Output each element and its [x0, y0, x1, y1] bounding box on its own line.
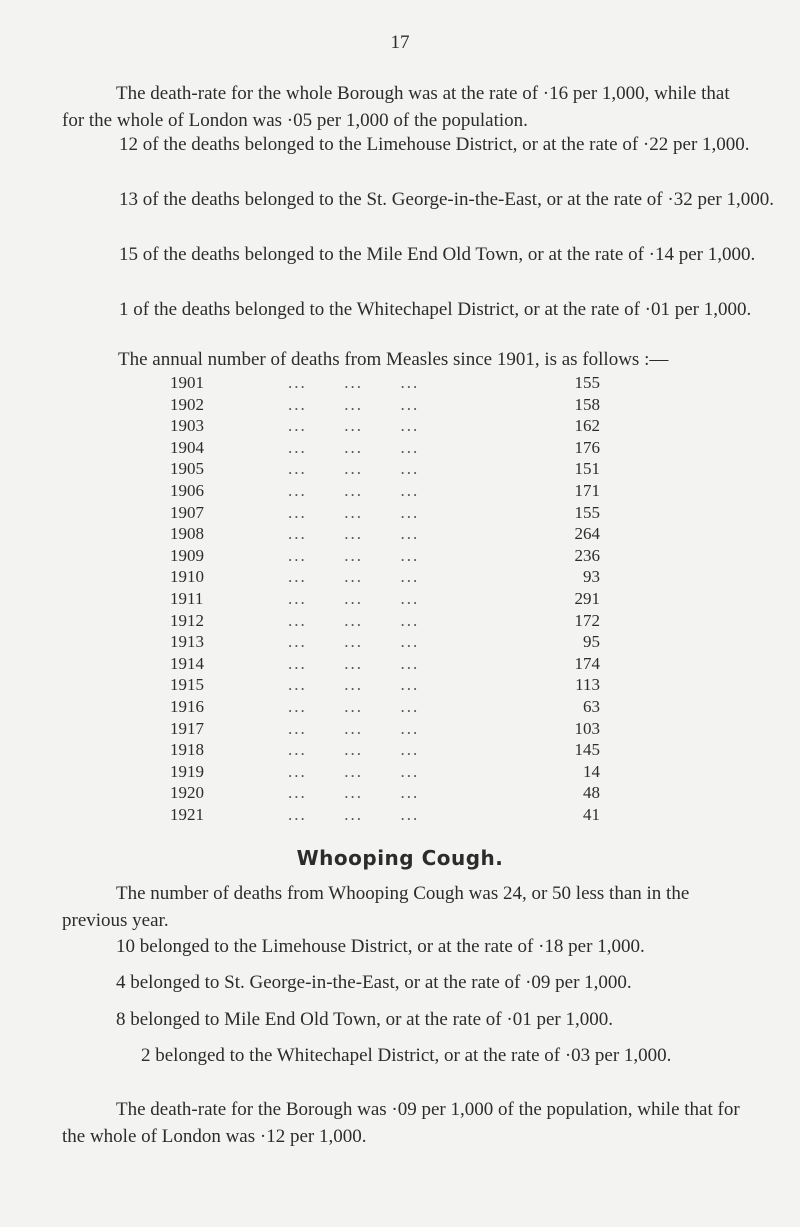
year-cell: 1921 [170, 804, 204, 824]
district-item-whitechapel: 1 of the deaths belonged to the Whitechapel District, or at the rate of ·01 per 1,000. [119, 299, 752, 320]
leader-dots: ... ... ... [288, 394, 420, 414]
deaths-cell: 103 [574, 718, 600, 738]
deaths-cell: 171 [574, 480, 600, 500]
year-cell: 1919 [170, 761, 204, 781]
table-row [170, 674, 600, 696]
year-cell: 1913 [170, 632, 204, 652]
table-row [170, 372, 600, 394]
whooping-item-st-george: 4 belonged to St. George-in-the-East, or at the rate of ·09 per 1,000. [116, 972, 632, 993]
year-cell: 1907 [170, 502, 204, 522]
year-cell: 1916 [170, 696, 204, 716]
deaths-cell: 264 [574, 524, 600, 544]
leader-dots: ... ... ... [288, 804, 420, 824]
year-cell: 1912 [170, 610, 204, 630]
deaths-cell: 176 [574, 437, 600, 457]
whooping-item-limehouse: 10 belonged to the Limehouse District, or at the rate of ·18 per 1,000. [116, 936, 645, 957]
leader-dots: ... ... ... [288, 675, 420, 695]
deaths-cell: 14 [583, 761, 600, 781]
year-cell: 1906 [170, 480, 204, 500]
year-cell: 1908 [170, 524, 204, 544]
table-row [170, 415, 600, 437]
year-cell: 1909 [170, 545, 204, 565]
leader-dots: ... ... ... [288, 761, 420, 781]
district-item-mile-end: 15 of the deaths belonged to the Mile End Old Town, or at the rate of ·14 per 1,000. [119, 244, 756, 265]
deaths-cell: 63 [583, 696, 600, 716]
deaths-cell: 155 [574, 373, 600, 392]
whooping-item-mile-end: 8 belonged to Mile End Old Town, or at the rate of ·01 per 1,000. [116, 1009, 613, 1030]
leader-dots: ... ... ... [288, 718, 420, 738]
leader-dots: ... ... ... [288, 588, 420, 608]
table-row [170, 718, 600, 740]
leader-dots: ... ... ... [288, 632, 420, 652]
table-row [170, 545, 600, 567]
table-row [170, 739, 600, 761]
leader-dots: ... ... ... [288, 373, 420, 392]
deaths-cell: 174 [574, 653, 600, 673]
table-row [170, 588, 600, 610]
year-cell: 1901 [170, 373, 204, 392]
year-cell: 1914 [170, 653, 204, 673]
year-cell: 1915 [170, 675, 204, 695]
table-row [170, 804, 600, 826]
deaths-cell: 95 [583, 632, 600, 652]
table-row [170, 502, 600, 524]
leader-dots: ... ... ... [288, 416, 420, 436]
table-row [170, 782, 600, 804]
table-row [170, 523, 600, 545]
table-row [170, 458, 600, 480]
deaths-cell: 113 [575, 675, 600, 695]
table-row [170, 437, 600, 459]
measles-intro: The annual number of deaths from Measles since 1901, is as follows :— [118, 349, 669, 370]
year-cell: 1903 [170, 416, 204, 436]
leader-dots: ... ... ... [288, 610, 420, 630]
table-row [170, 653, 600, 675]
year-cell: 1902 [170, 394, 204, 414]
district-item-limehouse: 12 of the deaths belonged to the Limehouse District, or at the rate of ·22 per 1,000. [119, 134, 750, 155]
leader-dots: ... ... ... [288, 567, 420, 587]
table-row [170, 631, 600, 653]
leader-dots: ... ... ... [288, 545, 420, 565]
deaths-cell: 48 [583, 783, 600, 803]
leader-dots: ... ... ... [288, 696, 420, 716]
whooping-cough-heading: Whooping Cough. [296, 846, 504, 870]
page-number: 17 [390, 32, 410, 53]
deaths-cell: 158 [574, 394, 600, 414]
table-row [170, 394, 600, 416]
table-row [170, 610, 600, 632]
district-item-st-george: 13 of the deaths belonged to the St. George-in-the-East, or at the rate of ·32 per 1,000. [119, 189, 774, 210]
whooping-item-whitechapel: 2 belonged to the Whitechapel District, or at the rate of ·03 per 1,000. [141, 1045, 672, 1066]
deaths-cell: 162 [574, 416, 600, 436]
table-row [170, 480, 600, 502]
leader-dots: ... ... ... [288, 524, 420, 544]
deaths-cell: 236 [574, 545, 600, 565]
deaths-cell: 172 [574, 610, 600, 630]
table-row [170, 696, 600, 718]
deaths-cell: 93 [583, 567, 600, 587]
deaths-cell: 41 [583, 804, 600, 824]
leader-dots: ... ... ... [288, 653, 420, 673]
leader-dots: ... ... ... [288, 480, 420, 500]
whooping-closing: The death-rate for the Borough was ·09 per 1,000 of the population, while that for the whole of London was ·12 per 1,000. [62, 1099, 740, 1147]
leader-dots: ... ... ... [288, 740, 420, 760]
year-cell: 1910 [170, 567, 204, 587]
year-cell: 1905 [170, 459, 204, 479]
intro-paragraph: The death-rate for the whole Borough was at the rate of ·16 per 1,000, while that for the whole of London was ·05 per 1,000 of the population. [62, 83, 730, 131]
leader-dots: ... ... ... [288, 502, 420, 522]
year-cell: 1920 [170, 783, 204, 803]
deaths-cell: 155 [574, 502, 600, 522]
deaths-cell: 145 [574, 740, 600, 760]
whooping-intro: The number of deaths from Whooping Cough was 24, or 50 less than in the previous year. [62, 883, 690, 931]
deaths-cell: 291 [574, 588, 600, 608]
year-cell: 1911 [170, 588, 204, 608]
table-row [170, 566, 600, 588]
year-cell: 1917 [170, 718, 204, 738]
table-row [170, 761, 600, 783]
measles-deaths-table [170, 372, 600, 825]
year-cell: 1918 [170, 740, 204, 760]
deaths-cell: 151 [574, 459, 600, 479]
year-cell: 1904 [170, 437, 204, 457]
leader-dots: ... ... ... [288, 459, 420, 479]
leader-dots: ... ... ... [288, 783, 420, 803]
leader-dots: ... ... ... [288, 437, 420, 457]
